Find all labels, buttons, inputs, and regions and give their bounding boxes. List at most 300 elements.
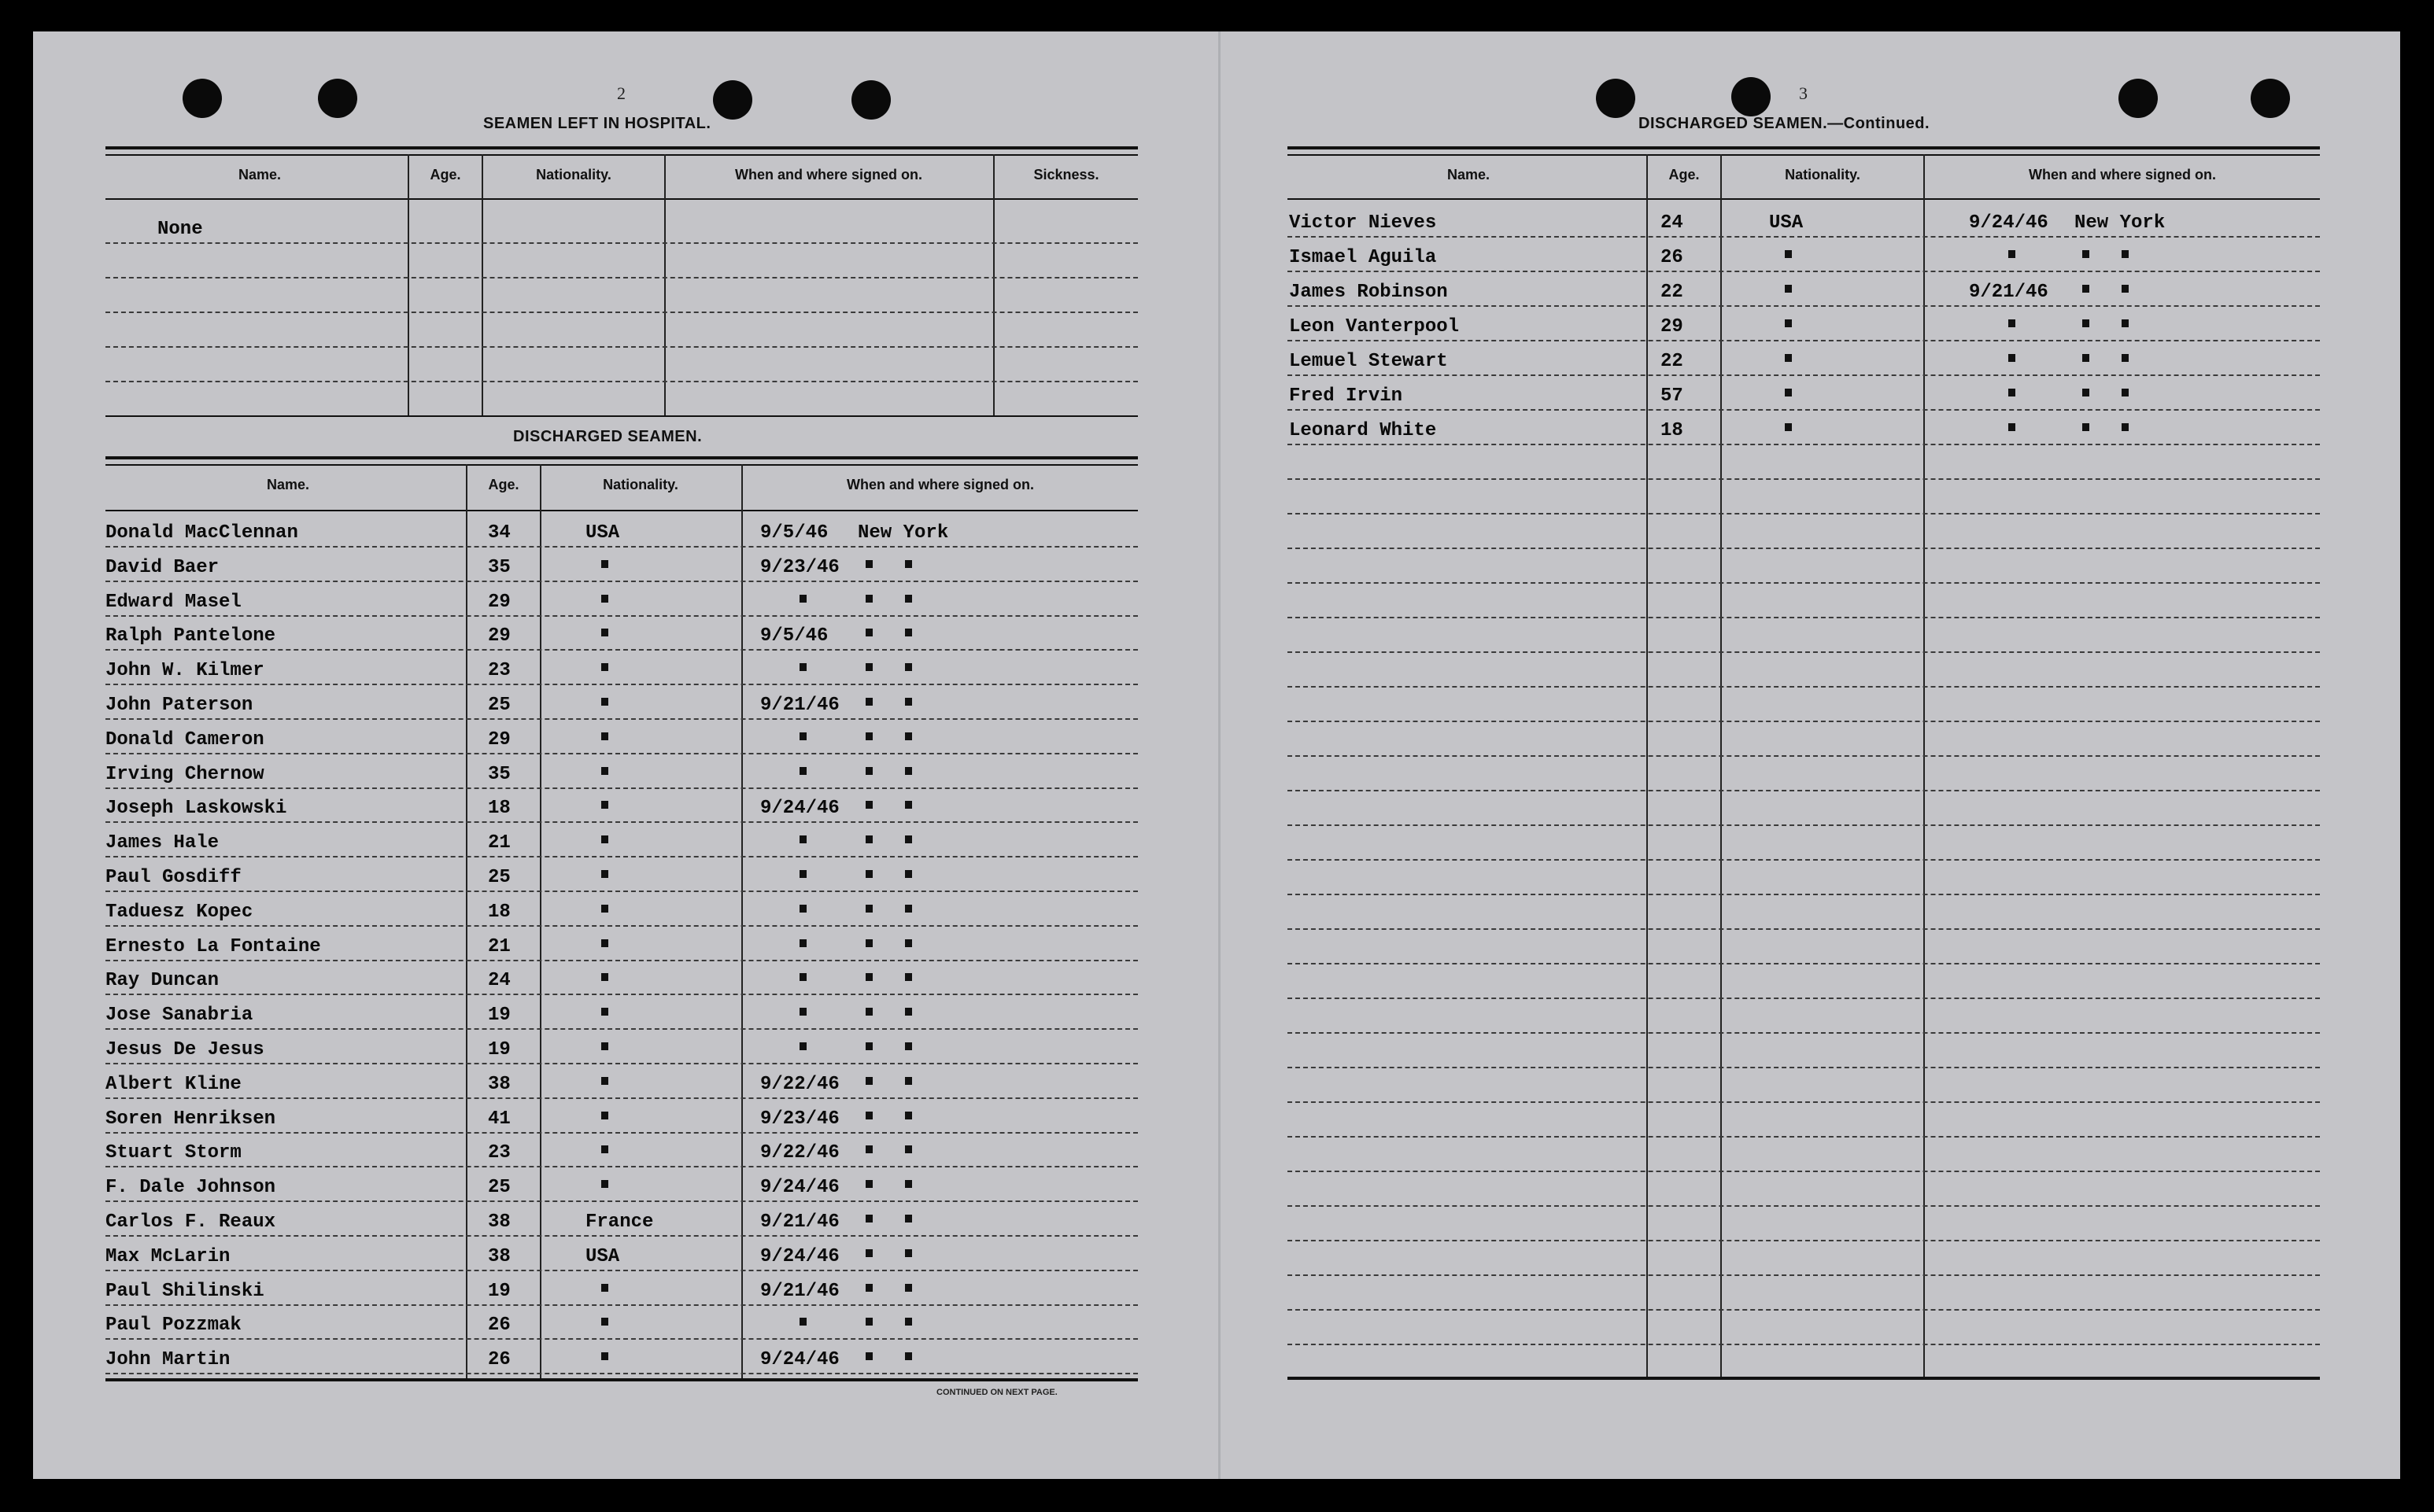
discharged-col-nationality: Nationality. bbox=[603, 477, 678, 492]
col-nationality: Nationality. bbox=[1785, 167, 1860, 183]
entry-line bbox=[105, 381, 1138, 382]
ditto-mark bbox=[601, 905, 608, 913]
hospital-heading: SEAMEN LEFT IN HOSPITAL. bbox=[483, 115, 711, 132]
continued-note: CONTINUED ON NEXT PAGE. bbox=[936, 1388, 1058, 1397]
entry-line bbox=[105, 1028, 1138, 1030]
signed-on-date: 9/21/46 bbox=[760, 695, 840, 716]
ditto-mark bbox=[2082, 250, 2089, 258]
punch-hole bbox=[713, 80, 752, 120]
entry-line bbox=[1287, 928, 2320, 930]
ditto-mark bbox=[905, 560, 912, 568]
ditto-mark bbox=[601, 939, 608, 947]
ditto-mark bbox=[905, 1008, 912, 1016]
rule bbox=[105, 198, 1138, 200]
seaman-nationality: USA bbox=[585, 1245, 620, 1267]
seaman-age: 25 bbox=[488, 1177, 511, 1199]
seaman-age: 57 bbox=[1660, 385, 1683, 407]
ditto-mark bbox=[905, 835, 912, 843]
col-divider bbox=[664, 154, 666, 417]
seaman-age: 19 bbox=[488, 1280, 511, 1302]
seaman-name: Donald Cameron bbox=[105, 728, 264, 750]
punch-hole bbox=[2251, 79, 2290, 118]
ditto-mark bbox=[866, 698, 873, 706]
col-divider bbox=[408, 154, 409, 417]
seaman-name: Joseph Laskowski bbox=[105, 798, 287, 820]
seaman-name: Paul Shilinski bbox=[105, 1280, 264, 1302]
ditto-mark bbox=[866, 1180, 873, 1188]
ditto-mark bbox=[601, 1008, 608, 1016]
ditto-mark bbox=[2082, 319, 2089, 327]
ditto-mark bbox=[866, 973, 873, 981]
seaman-name: Jose Sanabria bbox=[105, 1005, 253, 1027]
entry-line bbox=[105, 649, 1138, 651]
hospital-col-signed-on: When and where signed on. bbox=[734, 167, 923, 183]
seaman-age: 41 bbox=[488, 1108, 511, 1130]
entry-line bbox=[1287, 340, 2320, 341]
seaman-name: Edward Masel bbox=[105, 591, 242, 613]
entry-line bbox=[1287, 963, 2320, 964]
punch-hole bbox=[183, 79, 222, 118]
entry-line bbox=[1287, 548, 2320, 549]
punch-hole bbox=[2118, 79, 2158, 118]
entry-line bbox=[1287, 1101, 2320, 1103]
entry-line bbox=[1287, 1136, 2320, 1138]
ditto-mark bbox=[800, 905, 807, 913]
seaman-name: Albert Kline bbox=[105, 1073, 242, 1095]
seaman-age: 29 bbox=[1660, 316, 1683, 337]
ditto-mark bbox=[866, 1042, 873, 1050]
entry-line bbox=[105, 615, 1138, 617]
ditto-mark bbox=[800, 973, 807, 981]
col-signed-on: When and where signed on. bbox=[2028, 167, 2217, 183]
entry-line bbox=[105, 1063, 1138, 1064]
seaman-age: 21 bbox=[488, 935, 511, 957]
signed-on-date: 9/23/46 bbox=[760, 1108, 840, 1130]
entry-line bbox=[105, 1304, 1138, 1306]
seaman-age: 25 bbox=[488, 695, 511, 716]
ditto-mark bbox=[866, 1008, 873, 1016]
entry-line bbox=[105, 1097, 1138, 1099]
seaman-age: 26 bbox=[488, 1349, 511, 1371]
entry-line bbox=[105, 925, 1138, 927]
ditto-mark bbox=[866, 1318, 873, 1326]
entry-line bbox=[105, 960, 1138, 961]
seaman-age: 22 bbox=[1660, 351, 1683, 372]
ditto-mark bbox=[601, 1318, 608, 1326]
discharged-heading: DISCHARGED SEAMEN. bbox=[513, 428, 703, 445]
ditto-mark bbox=[800, 870, 807, 878]
entry-line bbox=[105, 581, 1138, 582]
punch-hole bbox=[318, 79, 357, 118]
rule bbox=[1287, 198, 2320, 200]
entry-line bbox=[1287, 651, 2320, 653]
seaman-age: 22 bbox=[1660, 282, 1683, 303]
signed-on-place: New York bbox=[858, 522, 949, 544]
seaman-age: 25 bbox=[488, 867, 511, 888]
entry-line bbox=[105, 718, 1138, 720]
rule bbox=[105, 146, 1138, 149]
entry-line bbox=[1287, 582, 2320, 584]
ditto-mark bbox=[905, 1145, 912, 1153]
seaman-age: 24 bbox=[1660, 212, 1683, 234]
ditto-mark bbox=[905, 1112, 912, 1119]
entry-line bbox=[105, 1166, 1138, 1167]
ditto-mark bbox=[2082, 423, 2089, 431]
signed-on-date: 9/22/46 bbox=[760, 1142, 840, 1164]
entry-line bbox=[1287, 1274, 2320, 1276]
entry-line bbox=[105, 1338, 1138, 1340]
signed-on-date: 9/21/46 bbox=[760, 1280, 840, 1302]
ditto-mark bbox=[866, 1284, 873, 1292]
ditto-mark bbox=[905, 973, 912, 981]
discharged-col-signed-on: When and where signed on. bbox=[846, 477, 1035, 492]
entry-line bbox=[105, 891, 1138, 892]
seaman-age: 38 bbox=[488, 1073, 511, 1095]
seaman-name: Lemuel Stewart bbox=[1289, 351, 1448, 372]
entry-line bbox=[1287, 236, 2320, 238]
seaman-name: Taduesz Kopec bbox=[105, 901, 253, 923]
entry-line bbox=[1287, 513, 2320, 514]
seaman-age: 19 bbox=[488, 1039, 511, 1060]
ditto-mark bbox=[866, 629, 873, 636]
ditto-mark bbox=[601, 732, 608, 740]
seaman-name: Jesus De Jesus bbox=[105, 1039, 264, 1060]
ditto-mark bbox=[866, 1352, 873, 1360]
signed-on-date: 9/24/46 bbox=[760, 1349, 840, 1371]
entry-line bbox=[1287, 1309, 2320, 1311]
ditto-mark bbox=[601, 1077, 608, 1085]
col-name: Name. bbox=[1446, 167, 1490, 183]
seaman-age: 23 bbox=[488, 660, 511, 682]
ditto-mark bbox=[1785, 250, 1792, 258]
rule bbox=[105, 1378, 1138, 1381]
seaman-age: 26 bbox=[1660, 247, 1683, 268]
ditto-mark bbox=[2008, 319, 2015, 327]
ditto-mark bbox=[905, 629, 912, 636]
ditto-mark bbox=[905, 1284, 912, 1292]
ditto-mark bbox=[1785, 319, 1792, 327]
seaman-name: Irving Chernow bbox=[105, 763, 264, 785]
seaman-name: Soren Henriksen bbox=[105, 1108, 276, 1130]
seaman-age: 18 bbox=[488, 798, 511, 820]
ditto-mark bbox=[601, 1112, 608, 1119]
entry-line bbox=[1287, 1171, 2320, 1172]
signed-on-date: 9/24/46 bbox=[1969, 212, 2048, 234]
ditto-mark bbox=[866, 1145, 873, 1153]
entry-line bbox=[105, 821, 1138, 823]
col-age: Age. bbox=[1668, 167, 1700, 183]
hospital-col-nationality: Nationality. bbox=[536, 167, 611, 183]
seaman-nationality: USA bbox=[1769, 212, 1804, 234]
ditto-mark bbox=[800, 732, 807, 740]
entry-line bbox=[1287, 894, 2320, 895]
signed-on-date: 9/24/46 bbox=[760, 1177, 840, 1199]
entry-line bbox=[1287, 271, 2320, 272]
entry-line bbox=[1287, 478, 2320, 480]
seaman-age: 34 bbox=[488, 522, 511, 544]
ditto-mark bbox=[2122, 423, 2129, 431]
seaman-age: 35 bbox=[488, 763, 511, 785]
seaman-name: John W. Kilmer bbox=[105, 660, 264, 682]
ditto-mark bbox=[2122, 250, 2129, 258]
signed-on-date: 9/21/46 bbox=[760, 1211, 840, 1233]
seaman-name: F. Dale Johnson bbox=[105, 1177, 276, 1199]
ditto-mark bbox=[800, 1008, 807, 1016]
ditto-mark bbox=[905, 595, 912, 603]
hospital-col-name: Name. bbox=[238, 167, 282, 183]
seaman-name: Carlos F. Reaux bbox=[105, 1211, 276, 1233]
entry-line bbox=[1287, 444, 2320, 445]
ditto-mark bbox=[866, 663, 873, 671]
ditto-mark bbox=[866, 732, 873, 740]
ditto-mark bbox=[905, 801, 912, 809]
page-number: 3 bbox=[1799, 83, 1808, 103]
ditto-mark bbox=[866, 939, 873, 947]
hospital-col-sickness: Sickness. bbox=[1033, 167, 1099, 183]
ditto-mark bbox=[2082, 354, 2089, 362]
entry-line bbox=[105, 277, 1138, 278]
seaman-name: Victor Nieves bbox=[1289, 212, 1437, 234]
ditto-mark bbox=[866, 801, 873, 809]
seaman-age: 21 bbox=[488, 832, 511, 854]
ditto-mark bbox=[2122, 285, 2129, 293]
ditto-mark bbox=[2008, 354, 2015, 362]
seaman-name: Donald MacClennan bbox=[105, 522, 298, 544]
entry-line bbox=[105, 753, 1138, 754]
seaman-name: Stuart Storm bbox=[105, 1142, 242, 1164]
entry-line bbox=[105, 1373, 1138, 1374]
entry-line bbox=[1287, 686, 2320, 688]
rule bbox=[1287, 146, 2320, 149]
ditto-mark bbox=[1785, 389, 1792, 396]
entry-line bbox=[105, 1200, 1138, 1202]
signed-on-date: 9/23/46 bbox=[760, 556, 840, 578]
seaman-age: 29 bbox=[488, 625, 511, 647]
seaman-age: 19 bbox=[488, 1005, 511, 1027]
seaman-name: Ernesto La Fontaine bbox=[105, 935, 321, 957]
ditto-mark bbox=[800, 1318, 807, 1326]
ditto-mark bbox=[601, 698, 608, 706]
ditto-mark bbox=[601, 973, 608, 981]
signed-on-date: 9/21/46 bbox=[1969, 282, 2048, 303]
ditto-mark bbox=[1785, 354, 1792, 362]
ditto-mark bbox=[800, 1042, 807, 1050]
seaman-name: Leon Vanterpool bbox=[1289, 316, 1460, 337]
entry-line bbox=[105, 684, 1138, 685]
signed-on-date: 9/24/46 bbox=[760, 798, 840, 820]
entry-line bbox=[105, 346, 1138, 348]
entry-line bbox=[1287, 1205, 2320, 1207]
ditto-mark bbox=[905, 698, 912, 706]
ditto-mark bbox=[2082, 285, 2089, 293]
col-divider bbox=[993, 154, 995, 417]
seaman-age: 23 bbox=[488, 1142, 511, 1164]
seaman-nationality: France bbox=[585, 1211, 654, 1233]
ditto-mark bbox=[1785, 423, 1792, 431]
entry-line bbox=[105, 994, 1138, 995]
entry-line bbox=[1287, 859, 2320, 861]
ditto-mark bbox=[905, 1215, 912, 1223]
seaman-name: Leonard White bbox=[1289, 420, 1437, 441]
ditto-mark bbox=[601, 767, 608, 775]
ditto-mark bbox=[601, 801, 608, 809]
discharged-col-age: Age. bbox=[488, 477, 519, 492]
entry-line bbox=[105, 787, 1138, 789]
ditto-mark bbox=[866, 560, 873, 568]
seaman-age: 18 bbox=[1660, 420, 1683, 441]
entry-line bbox=[105, 312, 1138, 313]
ditto-mark bbox=[866, 835, 873, 843]
hospital-entry: None bbox=[157, 219, 203, 240]
seaman-age: 29 bbox=[488, 591, 511, 613]
discharged-col-name: Name. bbox=[266, 477, 310, 492]
col-divider bbox=[482, 154, 483, 417]
seaman-name: John Paterson bbox=[105, 695, 253, 716]
ditto-mark bbox=[866, 1215, 873, 1223]
seaman-age: 24 bbox=[488, 970, 511, 992]
entry-line bbox=[1287, 305, 2320, 307]
signed-on-date: 9/24/46 bbox=[760, 1245, 840, 1267]
seaman-name: Paul Gosdiff bbox=[105, 867, 242, 888]
ditto-mark bbox=[2082, 389, 2089, 396]
ditto-mark bbox=[601, 1145, 608, 1153]
rule bbox=[1287, 154, 2320, 156]
seaman-name: Max McLarin bbox=[105, 1245, 231, 1267]
entry-line bbox=[105, 1132, 1138, 1134]
col-divider bbox=[540, 464, 541, 1378]
punch-hole bbox=[1731, 77, 1771, 116]
signed-on-date: 9/5/46 bbox=[760, 625, 829, 647]
ditto-mark bbox=[905, 732, 912, 740]
entry-line bbox=[1287, 755, 2320, 757]
col-divider bbox=[466, 464, 467, 1378]
signed-on-date: 9/22/46 bbox=[760, 1073, 840, 1095]
ditto-mark bbox=[601, 595, 608, 603]
ditto-mark bbox=[1785, 285, 1792, 293]
ditto-mark bbox=[866, 870, 873, 878]
seaman-name: Ray Duncan bbox=[105, 970, 220, 992]
ditto-mark bbox=[800, 939, 807, 947]
ditto-mark bbox=[866, 1249, 873, 1257]
entry-line bbox=[1287, 1067, 2320, 1068]
entry-line bbox=[1287, 998, 2320, 999]
ditto-mark bbox=[905, 1318, 912, 1326]
col-divider bbox=[741, 464, 743, 1378]
ditto-mark bbox=[2122, 319, 2129, 327]
ditto-mark bbox=[905, 1180, 912, 1188]
ditto-mark bbox=[800, 663, 807, 671]
entry-line bbox=[1287, 721, 2320, 722]
ditto-mark bbox=[905, 767, 912, 775]
continued-heading: DISCHARGED SEAMEN.—Continued. bbox=[1638, 115, 1930, 132]
seaman-name: Fred Irvin bbox=[1289, 385, 1403, 407]
entry-line bbox=[105, 242, 1138, 244]
ditto-mark bbox=[866, 1112, 873, 1119]
entry-line bbox=[1287, 1344, 2320, 1345]
signed-on-place: New York bbox=[2074, 212, 2166, 234]
rule bbox=[105, 154, 1138, 156]
seaman-name: James Robinson bbox=[1289, 282, 1448, 303]
entry-line bbox=[105, 1235, 1138, 1237]
ditto-mark bbox=[601, 835, 608, 843]
col-divider bbox=[1923, 154, 1925, 1377]
ditto-mark bbox=[2122, 389, 2129, 396]
punch-hole bbox=[1596, 79, 1635, 118]
rule bbox=[105, 510, 1138, 511]
seaman-age: 18 bbox=[488, 901, 511, 923]
seaman-name: Ismael Aguila bbox=[1289, 247, 1437, 268]
entry-line bbox=[1287, 617, 2320, 618]
ditto-mark bbox=[601, 870, 608, 878]
ditto-mark bbox=[905, 663, 912, 671]
entry-line bbox=[1287, 374, 2320, 376]
ditto-mark bbox=[800, 767, 807, 775]
page-fold bbox=[1218, 31, 1221, 1479]
ditto-mark bbox=[866, 767, 873, 775]
ditto-mark bbox=[800, 835, 807, 843]
hospital-col-age: Age. bbox=[430, 167, 461, 183]
col-divider bbox=[1646, 154, 1648, 1377]
seaman-name: David Baer bbox=[105, 556, 220, 578]
ditto-mark bbox=[905, 1249, 912, 1257]
ditto-mark bbox=[601, 629, 608, 636]
entry-line bbox=[1287, 1032, 2320, 1034]
rule bbox=[1287, 1377, 2320, 1380]
ditto-mark bbox=[866, 905, 873, 913]
seaman-name: James Hale bbox=[105, 832, 220, 854]
ditto-mark bbox=[905, 1352, 912, 1360]
rule bbox=[105, 456, 1138, 459]
ditto-mark bbox=[601, 663, 608, 671]
entry-line bbox=[1287, 790, 2320, 791]
entry-line bbox=[105, 856, 1138, 857]
col-divider bbox=[1720, 154, 1722, 1377]
entry-line bbox=[1287, 1240, 2320, 1241]
entry-line bbox=[1287, 824, 2320, 826]
entry-line bbox=[105, 546, 1138, 548]
ditto-mark bbox=[800, 595, 807, 603]
ditto-mark bbox=[2008, 389, 2015, 396]
ditto-mark bbox=[601, 1352, 608, 1360]
ditto-mark bbox=[905, 939, 912, 947]
page-number: 2 bbox=[617, 83, 626, 103]
punch-hole bbox=[851, 80, 891, 120]
entry-line bbox=[105, 1270, 1138, 1271]
ditto-mark bbox=[601, 560, 608, 568]
rule bbox=[105, 464, 1138, 466]
seaman-name: Paul Pozzmak bbox=[105, 1315, 242, 1337]
ditto-mark bbox=[601, 1042, 608, 1050]
seaman-age: 38 bbox=[488, 1211, 511, 1233]
ditto-mark bbox=[2008, 250, 2015, 258]
ditto-mark bbox=[866, 595, 873, 603]
ditto-mark bbox=[2122, 354, 2129, 362]
seaman-age: 38 bbox=[488, 1245, 511, 1267]
seaman-age: 29 bbox=[488, 728, 511, 750]
ditto-mark bbox=[601, 1180, 608, 1188]
entry-line bbox=[1287, 409, 2320, 411]
ditto-mark bbox=[601, 1284, 608, 1292]
seaman-age: 35 bbox=[488, 556, 511, 578]
ditto-mark bbox=[905, 1077, 912, 1085]
seaman-name: John Martin bbox=[105, 1349, 231, 1371]
rule bbox=[105, 415, 1138, 417]
seaman-name: Ralph Pantelone bbox=[105, 625, 276, 647]
ditto-mark bbox=[905, 905, 912, 913]
seaman-nationality: USA bbox=[585, 522, 620, 544]
ditto-mark bbox=[2008, 423, 2015, 431]
ditto-mark bbox=[905, 870, 912, 878]
